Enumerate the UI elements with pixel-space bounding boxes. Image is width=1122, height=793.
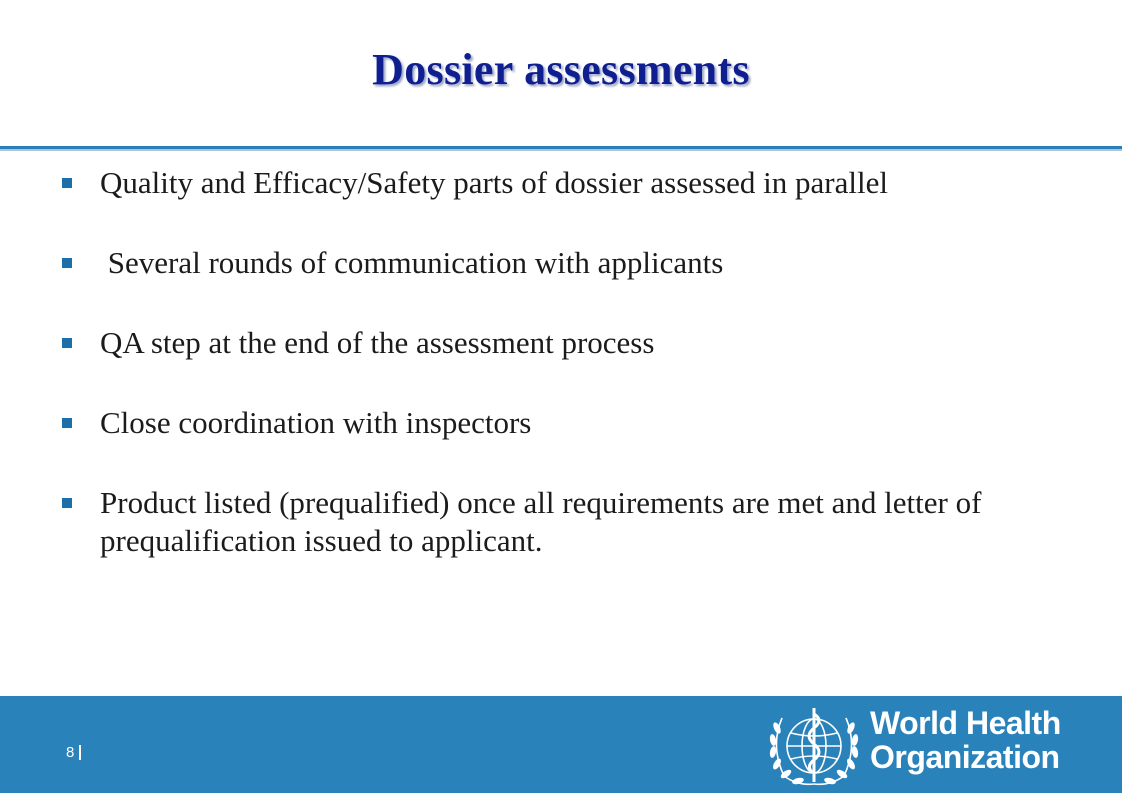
bullet-item xyxy=(60,244,1060,282)
footer-bar xyxy=(0,696,1122,793)
slide-title: Dossier assessments xyxy=(372,45,750,94)
square-bullet-icon xyxy=(62,418,72,428)
bullet-text: Several rounds of communication with applicants xyxy=(100,245,724,280)
square-bullet-icon xyxy=(62,338,72,348)
page-number: 8 xyxy=(66,744,75,761)
bullet-item xyxy=(60,404,1060,442)
who-wordmark xyxy=(870,706,1061,774)
bullet-text: Quality and Efficacy/Safety parts of dossier assessed in parallel xyxy=(100,165,888,200)
bullet-list xyxy=(60,164,1060,602)
bullet-text: Close coordination with inspectors xyxy=(100,405,532,440)
title-divider-shadow xyxy=(0,149,1122,151)
who-wordmark-line1: World Health xyxy=(870,705,1061,741)
page-number-separator xyxy=(79,745,81,760)
square-bullet-icon xyxy=(62,498,72,508)
square-bullet-icon xyxy=(62,258,72,268)
who-emblem-icon xyxy=(762,704,866,788)
bullet-item xyxy=(60,484,1060,560)
bullet-item xyxy=(60,164,1060,202)
who-wordmark-line2: Organization xyxy=(870,739,1060,775)
square-bullet-icon xyxy=(62,178,72,188)
bullet-text: QA step at the end of the assessment process xyxy=(100,325,655,360)
bullet-item xyxy=(60,324,1060,362)
bullet-text: Product listed (prequalified) once all requirements are met and letter of prequalification issued to applicant. xyxy=(100,485,982,558)
